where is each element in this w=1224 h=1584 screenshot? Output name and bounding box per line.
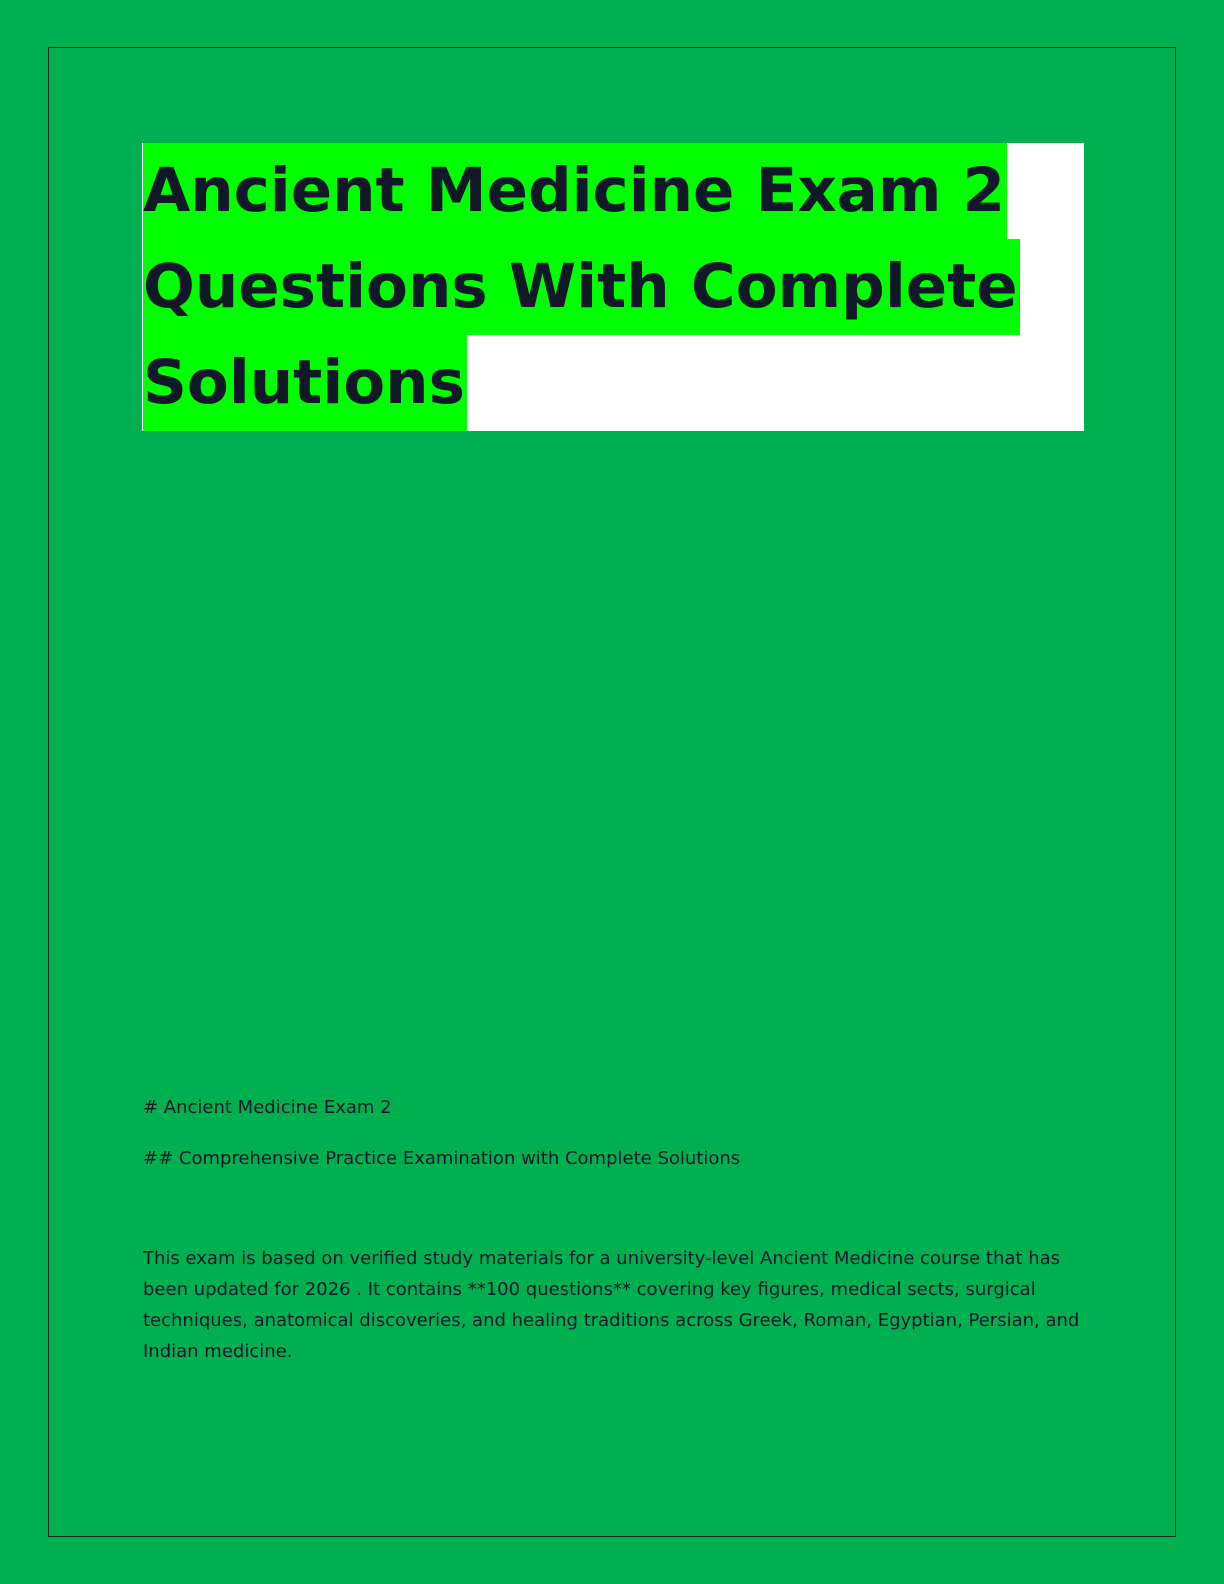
title-line-2: Questions With Complete (143, 239, 1020, 335)
title-line-3: Solutions (143, 335, 467, 431)
markdown-heading-1: # Ancient Medicine Exam 2 (143, 1097, 392, 1118)
title-line-1: Ancient Medicine Exam 2 (143, 143, 1007, 239)
markdown-heading-2: ## Comprehensive Practice Examination with Complete Solutions (143, 1148, 741, 1169)
intro-paragraph: This exam is based on verified study materials for a university-level Ancient Medicine course that has been updated for 2026 . It contains **100 questions** covering key figures, medical sects, surgical techniques, anatomical discoveries, and healing traditions across Greek, Roman, Egyptian, Persian, and Indian medicine. (143, 1248, 1080, 1362)
